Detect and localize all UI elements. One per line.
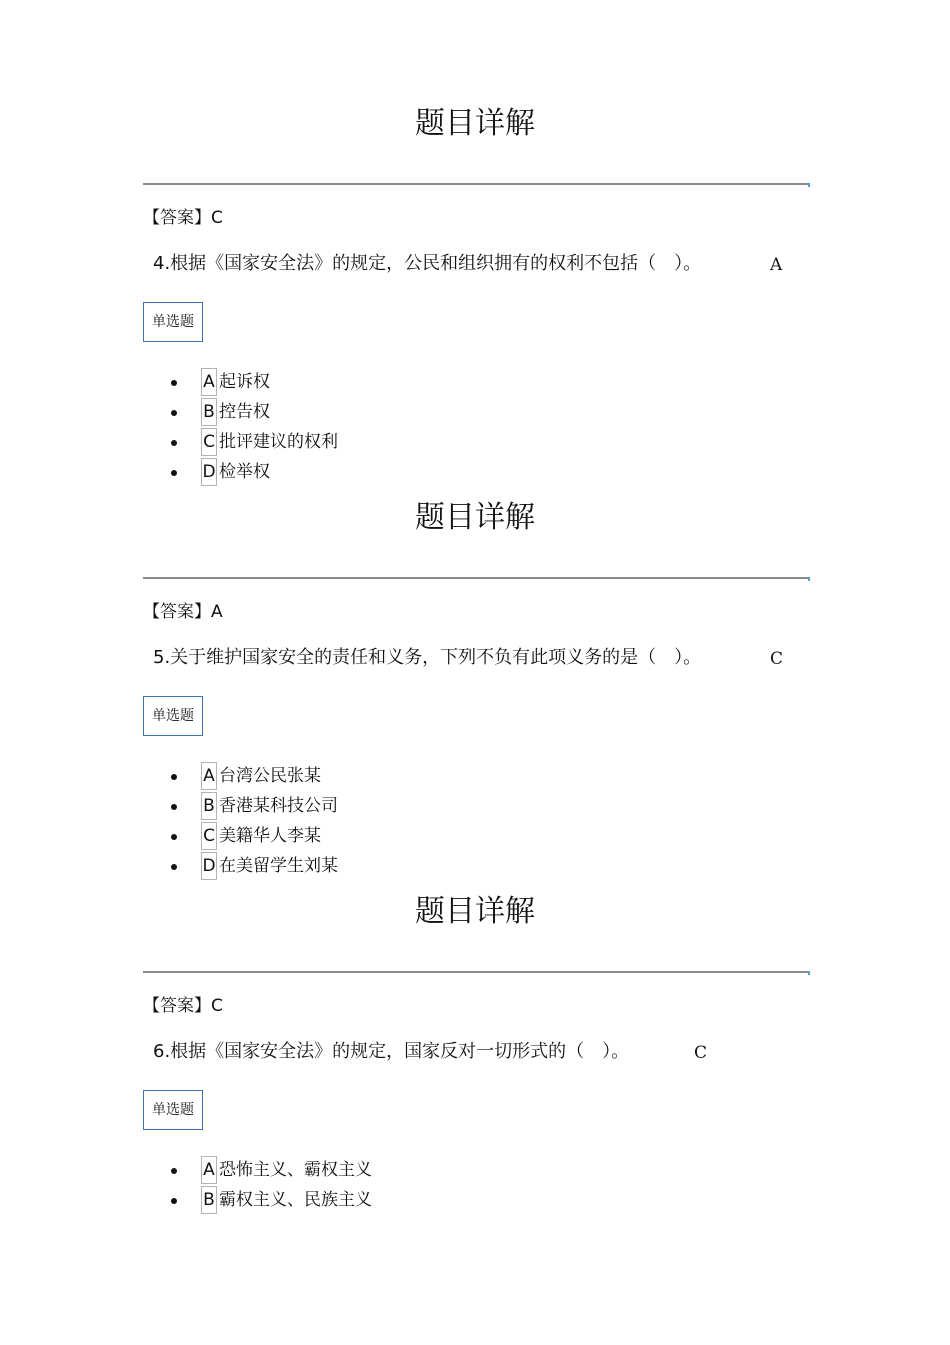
- option-text: 控告权: [219, 402, 270, 422]
- option-letter: B: [201, 398, 217, 426]
- answer-label: 【答案】A: [143, 602, 223, 622]
- option-letter: B: [201, 792, 217, 820]
- divider-line: [143, 577, 809, 579]
- option-item[interactable]: [0, 1186, 400, 1216]
- divider-line: [143, 971, 809, 973]
- option-text: 起诉权: [219, 372, 270, 392]
- section-title: 题目详解: [415, 894, 535, 929]
- section-title: 题目详解: [415, 106, 535, 141]
- answer-label: 【答案】C: [143, 996, 223, 1016]
- bullet-icon: [171, 774, 177, 780]
- question-text: 6.根据《国家安全法》的规定，国家反对一切形式的（ ）。: [153, 1041, 630, 1062]
- side-answer: C: [770, 649, 784, 669]
- bullet-icon: [171, 380, 177, 386]
- option-letter: C: [201, 428, 217, 456]
- side-answer: C: [694, 1043, 708, 1063]
- question-section-6: [0, 788, 950, 1210]
- option-text: 香港某科技公司: [219, 796, 338, 816]
- option-text: 检举权: [219, 462, 270, 482]
- option-item[interactable]: [0, 1156, 400, 1186]
- question-type-badge: 单选题: [143, 1090, 203, 1130]
- option-text: 批评建议的权利: [219, 432, 338, 452]
- option-text: 在美留学生刘某: [219, 856, 338, 876]
- bullet-icon: [171, 1168, 177, 1174]
- section-title: 题目详解: [415, 500, 535, 535]
- option-letter: D: [201, 852, 217, 880]
- bullet-icon: [171, 1198, 177, 1204]
- option-letter: B: [201, 1186, 217, 1214]
- option-text: 美籍华人李某: [219, 826, 321, 846]
- question-section-4: [0, 0, 950, 482]
- option-letter: A: [201, 1156, 217, 1184]
- option-letter: D: [201, 458, 217, 486]
- side-answer: A: [770, 255, 783, 275]
- answer-label: 【答案】C: [143, 208, 223, 228]
- question-section-5: [0, 394, 950, 876]
- option-letter: C: [201, 822, 217, 850]
- option-text: 台湾公民张某: [219, 766, 321, 786]
- divider-line: [143, 183, 809, 185]
- question-text: 5.关于维护国家安全的责任和义务，下列不负有此项义务的是（ ）。: [153, 647, 702, 668]
- question-type-badge: 单选题: [143, 302, 203, 342]
- option-text: 恐怖主义、霸权主义: [219, 1160, 372, 1180]
- options-list: [0, 1156, 400, 1216]
- option-letter: A: [201, 762, 217, 790]
- option-text: 霸权主义、民族主义: [219, 1190, 372, 1210]
- option-letter: A: [201, 368, 217, 396]
- question-type-badge: 单选题: [143, 696, 203, 736]
- question-text: 4.根据《国家安全法》的规定，公民和组织拥有的权利不包括（ ）。: [153, 253, 702, 274]
